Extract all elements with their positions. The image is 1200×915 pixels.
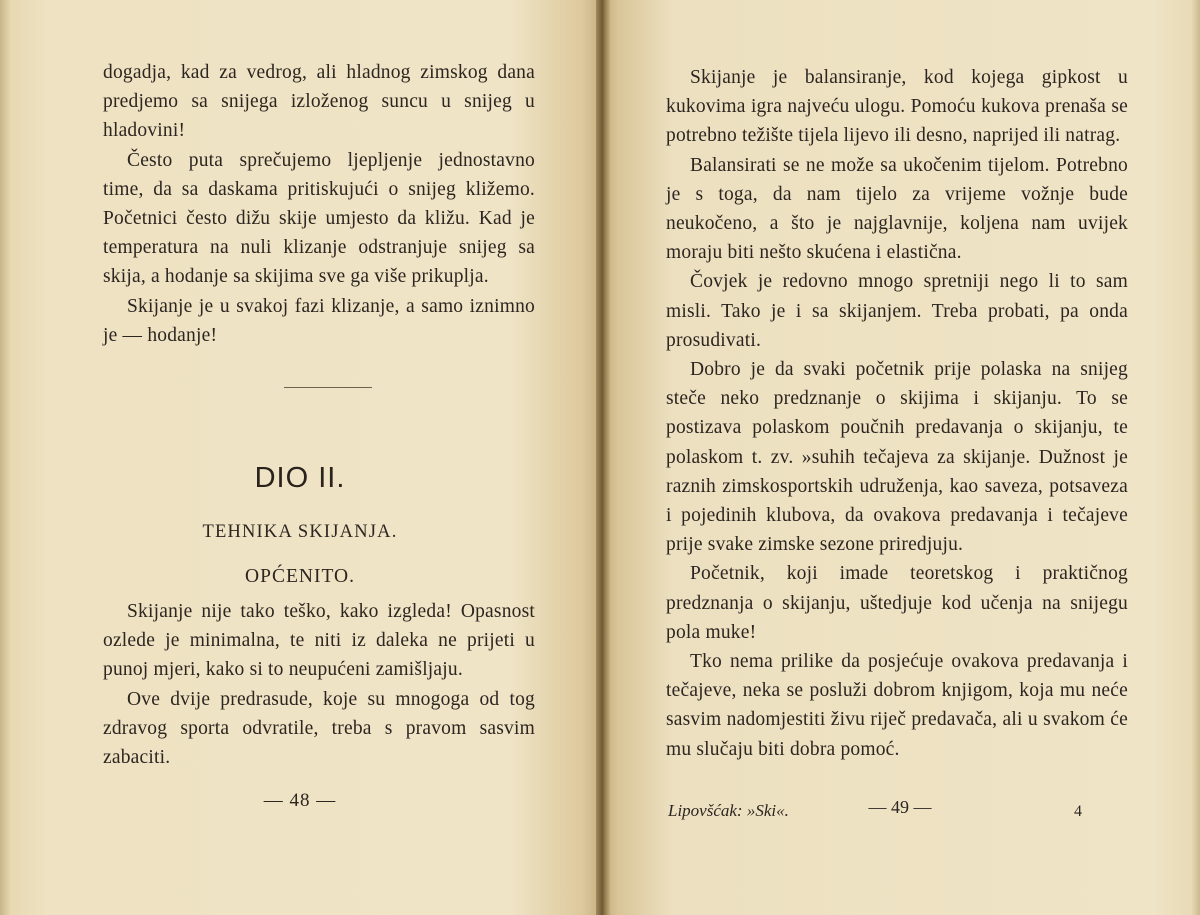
left-lower-text xyxy=(103,597,535,772)
paragraph: Dobro je da svaki početnik prije polaska na snijeg steče neko predznanje o skijima i skijanju. To se postizava polaskom poučnih predavanja o skijanju, te polaskom t. zv. »suhih tečajeva za skijanje. Dužnost je raznih zimskosportskih udruženja, kao saveza, potsaveza i pojedinih klubova, da ovakova predavanja i tečajeve prije svake zimske sezone priredjuju. xyxy=(666,359,1128,556)
section-title: TEHNIKA SKIJANJA. xyxy=(202,522,398,542)
page-edge xyxy=(0,0,10,915)
paragraph: Skijanje nije tako teško, kako izgleda! Opasnost ozlede je minimalna, te niti iz daleka ne prijeti u punoj mjeri, kako si to neupućeni zamišljaju. xyxy=(103,601,535,681)
page-edge xyxy=(1190,0,1200,915)
signature-mark: Lipovšćak: »Ski«. xyxy=(668,801,789,820)
book-gutter xyxy=(596,0,610,915)
sheet-number: 4 xyxy=(1074,803,1082,820)
right-text xyxy=(666,63,1128,764)
paragraph: Balansirati se ne može sa ukočenim tijelom. Potrebno je s toga, da nam tijelo za vrijeme vožnje bude neukočeno, a što je najglavnije, koljena nam uvijek moraju biti nešto skućena i elastična. xyxy=(666,154,1128,264)
page-number: — 48 — xyxy=(263,790,337,811)
paragraph: Tko nema prilike da posjećuje ovakova predavanja i tečajeve, neka se posluži dobrom knjigom, koja mu neće sasvim nadomjestiti živu riječ predavača, ali u svakom će mu slučaju biti dobra pomoć. xyxy=(666,651,1128,760)
paragraph: Skijanje je u svakoj fazi klizanje, a samo iznimno je — hodanje! xyxy=(103,295,535,346)
paragraph: Skijanje je balansiranje, kod kojega gipkost u kukovima igra najveću ulogu. Pomoću kukova prenaša se potrebno težište tijela lijevo ili desno, naprijed ili natrag. xyxy=(666,67,1128,147)
page-number: — 49 — xyxy=(868,797,932,817)
paragraph: Početnik, koji imade teoretskog i praktičnog predznanja o skijanju, uštedjuje kod učenja na snijegu pola muke! xyxy=(666,563,1128,643)
section-divider xyxy=(284,387,372,388)
paragraph: dogadja, kad za vedrog, ali hladnog zimskog dana predjemo sa snijega izloženog suncu u snijeg u hladovini! xyxy=(103,62,535,142)
part-title: DIO II. xyxy=(254,462,346,494)
paragraph: Ove dvije predrasude, koje su mnogoga od tog zdravog sporta odvratile, treba s pravom sasvim zabaciti. xyxy=(103,688,535,769)
paragraph: Čovjek je redovno mnogo spretniji nego li to sam misli. Tako je i sa skijanjem. Treba probati, pa onda prosudivati. xyxy=(666,271,1128,351)
left-top-text xyxy=(103,58,535,350)
right-page xyxy=(600,0,1200,915)
paragraph: Često puta sprečujemo ljepljenje jednostavno time, da sa daskama pritiskujući o snijeg kližemo. Početnici često dižu skije umjesto da kližu. Kad je temperatura na nuli klizanje odstranjuje snijeg sa skija, a hodanje sa skijima sve ga više prikuplja. xyxy=(103,149,535,288)
subsection-title: OPĆENITO. xyxy=(245,566,355,587)
